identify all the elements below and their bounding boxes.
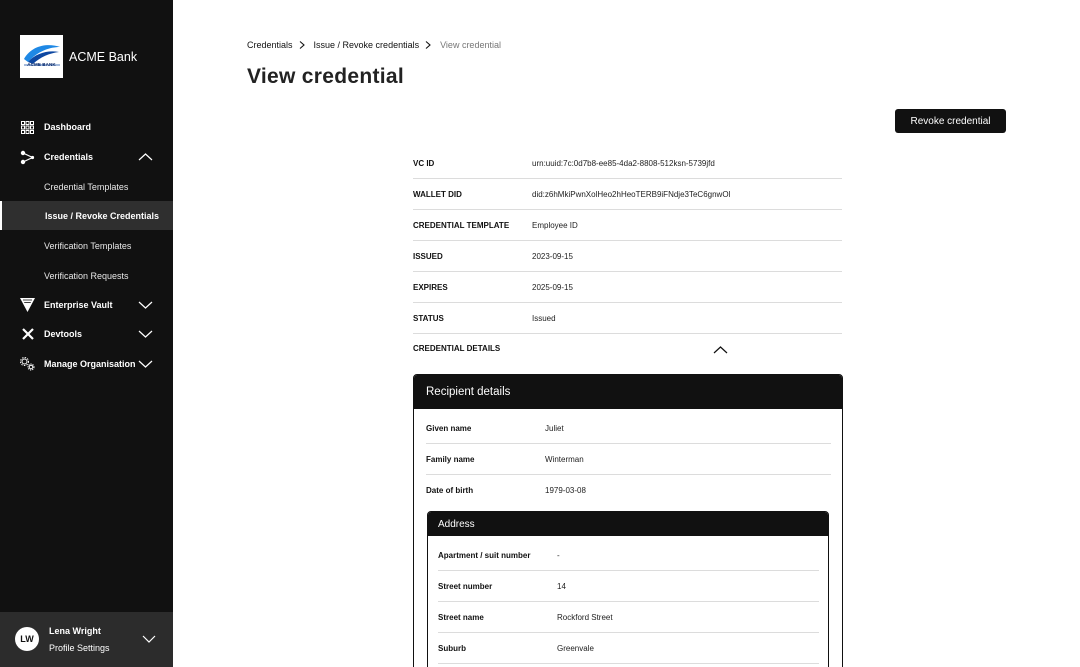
field-value: Rockford Street <box>557 612 613 622</box>
field-value: Greenvale <box>557 643 594 653</box>
detail-row-status <box>413 303 842 334</box>
sidebar-item-manage-organisation[interactable] <box>0 350 173 378</box>
detail-row-issued <box>413 241 842 272</box>
detail-value: 2025-09-15 <box>532 282 573 292</box>
detail-value: did:z6hMkiPwnXolHeo2hHeoTERB9iFNdje3TeC6gnwOl <box>532 189 731 199</box>
detail-label: VC ID <box>413 158 435 168</box>
vault-icon <box>20 298 35 313</box>
sidebar-subitem-verification-templates[interactable] <box>0 231 173 260</box>
recipient-row-given-name <box>426 413 831 444</box>
recipient-details-title: Recipient details <box>414 375 842 409</box>
gears-icon <box>20 357 35 372</box>
page-title: View credential <box>247 65 405 88</box>
revoke-credential-button[interactable]: Revoke credential <box>895 109 1006 133</box>
detail-value: 2023-09-15 <box>532 251 573 261</box>
field-value: - <box>557 550 560 560</box>
field-label: Street name <box>438 612 484 622</box>
recipient-details-card <box>413 374 843 667</box>
detail-value: Issued <box>532 313 556 323</box>
chevron-down-icon[interactable] <box>138 359 153 369</box>
detail-row-wallet-did <box>413 179 842 210</box>
credentials-icon <box>20 150 35 165</box>
sidebar-item-label: Devtools <box>44 329 83 339</box>
profile-settings-link[interactable]: Profile Settings <box>49 643 110 653</box>
detail-value: Employee ID <box>532 220 578 230</box>
sidebar-subitem-credential-templates[interactable] <box>0 172 173 201</box>
chevron-down-icon[interactable] <box>142 634 156 644</box>
field-label: Family name <box>426 454 475 464</box>
breadcrumb-current: View credential <box>440 40 501 50</box>
breadcrumb-link-issue-revoke[interactable]: Issue / Revoke credentials <box>313 40 420 50</box>
field-label: Given name <box>426 423 472 433</box>
profile-name: Lena Wright <box>49 626 101 636</box>
chevron-down-icon[interactable] <box>138 300 153 310</box>
detail-label: WALLET DID <box>413 189 462 199</box>
chevron-down-icon[interactable] <box>138 329 153 339</box>
acme-bank-logo <box>20 35 63 78</box>
sidebar-subitem-label: Issue / Revoke Credentials <box>45 210 160 221</box>
credential-details-table <box>413 148 842 334</box>
sidebar <box>0 0 173 667</box>
address-row-street-number <box>438 571 819 602</box>
detail-label: EXPIRES <box>413 282 448 292</box>
profile-section[interactable] <box>0 612 173 667</box>
detail-row-credential-template <box>413 210 842 241</box>
field-label: Street number <box>438 581 493 591</box>
sidebar-item-label: Manage Organisation <box>44 359 136 369</box>
detail-row-vc-id <box>413 148 842 179</box>
credential-details-heading: CREDENTIAL DETAILS <box>413 344 501 353</box>
breadcrumb <box>247 40 501 50</box>
sidebar-subitem-issue-revoke[interactable] <box>0 201 173 230</box>
sidebar-subitem-label: Verification Requests <box>44 270 129 281</box>
address-card <box>427 511 829 667</box>
field-label: Apartment / suit number <box>438 550 531 560</box>
recipient-row-family-name <box>426 444 831 475</box>
field-label: Date of birth <box>426 486 474 495</box>
address-title: Address <box>428 512 828 536</box>
recipient-row-date-of-birth <box>426 475 831 506</box>
breadcrumb-link-credentials[interactable]: Credentials <box>247 40 293 50</box>
sidebar-item-dashboard[interactable] <box>0 113 173 141</box>
chevron-up-icon[interactable] <box>138 152 153 162</box>
sidebar-item-enterprise-vault[interactable] <box>0 291 173 319</box>
avatar[interactable]: LW <box>15 627 39 651</box>
grid-icon <box>20 120 35 135</box>
brand[interactable] <box>20 35 137 78</box>
chevron-up-icon[interactable] <box>713 345 728 355</box>
chevron-right-icon <box>425 41 431 49</box>
detail-label: STATUS <box>413 313 444 323</box>
sidebar-item-label: Enterprise Vault <box>44 300 113 310</box>
logo-text: ACME BANK <box>27 62 56 67</box>
detail-label: CREDENTIAL TEMPLATE <box>413 220 510 230</box>
field-value: 1979-03-08 <box>545 486 586 495</box>
detail-row-expires <box>413 272 842 303</box>
tools-icon <box>20 327 35 342</box>
chevron-right-icon <box>299 41 305 49</box>
sidebar-item-label: Credentials <box>44 152 94 162</box>
field-value: 14 <box>557 581 566 591</box>
detail-value: urn:uuid:7c:0d7b8-ee85-4da2-8808-512ksn-5739jfd <box>532 158 715 168</box>
detail-label: ISSUED <box>413 251 443 261</box>
address-row-suburb <box>438 633 819 664</box>
brand-name: ACME Bank <box>69 49 138 64</box>
field-value: Juliet <box>545 423 564 433</box>
sidebar-item-credentials[interactable] <box>0 143 173 171</box>
sidebar-item-label: Dashboard <box>44 122 92 132</box>
address-row-street-name <box>438 602 819 633</box>
field-value: Winterman <box>545 454 584 464</box>
field-label: Suburb <box>438 643 466 653</box>
sidebar-subitem-verification-requests[interactable] <box>0 261 173 290</box>
address-row-apartment <box>438 540 819 571</box>
sidebar-item-devtools[interactable] <box>0 320 173 348</box>
sidebar-subitem-label: Credential Templates <box>44 181 129 192</box>
sidebar-subitem-label: Verification Templates <box>44 240 132 251</box>
